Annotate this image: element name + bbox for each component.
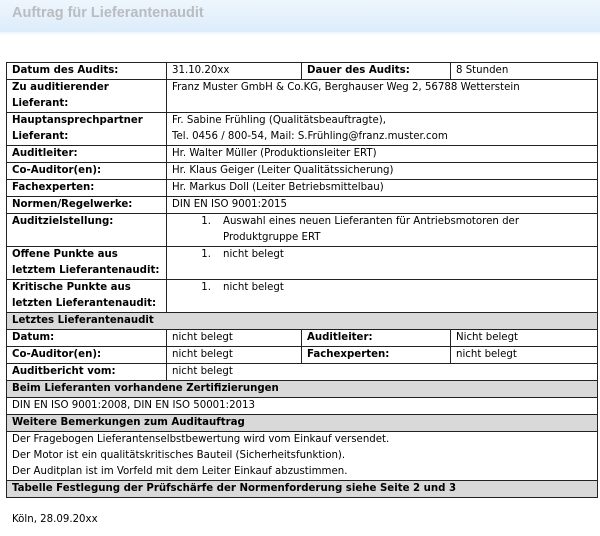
row-last-audit-coauditor (7, 347, 598, 364)
row-audit-date (7, 63, 598, 80)
row-objective (7, 214, 598, 247)
title-bar (0, 0, 600, 33)
remarks-value (7, 432, 598, 481)
open-points-item (172, 247, 592, 263)
norms-label: Normen/Regelwerke: (7, 197, 167, 214)
contact-value (167, 113, 598, 146)
window-title: Auftrag für Lieferantenaudit (12, 5, 204, 21)
norms-value: DIN EN ISO 9001:2015 (167, 197, 598, 214)
audit-date-value: 31.10.20xx (167, 63, 302, 80)
coauditor-label: Co-Auditor(en): (7, 163, 167, 180)
section-remarks (7, 415, 598, 432)
objective-item-text: Auswahl eines neuen Lieferanten für Antriebsmotoren der Produktgruppe ERT (223, 216, 520, 243)
contact-line-1: Fr. Sabine Frühling (Qualitätsbeauftragte), (172, 115, 386, 126)
audit-duration-value: 8 Stunden (451, 63, 598, 80)
objective-item-number: 1. (201, 216, 211, 227)
row-certifications (7, 398, 598, 415)
open-points-item-text: nicht belegt (223, 249, 284, 260)
objective-label: Auditzielstellung: (7, 214, 167, 247)
contact-line-2: Tel. 0456 / 800-54, Mail: S.Frühling@franz.muster.com (172, 131, 448, 142)
audit-duration-label: Dauer des Audits: (302, 63, 451, 80)
row-last-audit-report (7, 364, 598, 381)
certifications-value: DIN EN ISO 9001:2008, DIN EN ISO 50001:2013 (7, 398, 598, 415)
row-audit-lead (7, 146, 598, 163)
row-coauditor (7, 163, 598, 180)
critical-points-label: Kritische Punkte aus letzten Lieferantenaudit: (7, 280, 167, 313)
critical-points-item (172, 280, 592, 296)
row-open-points (7, 247, 598, 280)
audit-date-label: Datum des Audits: (7, 63, 167, 80)
last-audit-report-value: nicht belegt (167, 364, 598, 381)
supplier-label: Zu auditierender Lieferant: (7, 80, 167, 113)
row-critical-points (7, 280, 598, 313)
audit-lead-label: Auditleiter: (7, 146, 167, 163)
last-audit-section-title: Letztes Lieferantenaudit (7, 313, 598, 330)
inspection-severity-note: Tabelle Festlegung der Prüfschärfe der Normenforderung siehe Seite 2 und 3 (7, 481, 598, 498)
remarks-section-title: Weitere Bemerkungen zum Auditauftrag (7, 415, 598, 432)
last-audit-date-label: Datum: (7, 330, 167, 347)
place-and-date: Köln, 28.09.20xx (12, 514, 98, 525)
contact-label: Hauptansprechpartner Lieferant: (7, 113, 167, 146)
critical-points-item-text: nicht belegt (223, 282, 284, 293)
title-bar-shadow (0, 32, 600, 36)
open-points-value (167, 247, 598, 280)
row-experts (7, 180, 598, 197)
remark-line: Der Auditplan ist im Vorfeld mit dem Leiter Einkauf abzustimmen. (12, 466, 348, 477)
row-remarks (7, 432, 598, 481)
experts-label: Fachexperten: (7, 180, 167, 197)
last-audit-date-value: nicht belegt (167, 330, 302, 347)
row-contact (7, 113, 598, 146)
last-audit-lead-label: Auditleiter: (302, 330, 451, 347)
section-certifications (7, 381, 598, 398)
open-points-item-number: 1. (201, 249, 211, 260)
last-audit-experts-value: nicht belegt (451, 347, 598, 364)
experts-value: Hr. Markus Doll (Leiter Betriebsmittelbau) (167, 180, 598, 197)
open-points-label: Offene Punkte aus letztem Lieferantenaudit: (7, 247, 167, 280)
row-last-audit-date (7, 330, 598, 347)
remark-line: Der Fragebogen Lieferantenselbstbewertung wird vom Einkauf versendet. (12, 434, 390, 445)
critical-points-value (167, 280, 598, 313)
remark-line: Der Motor ist ein qualitätskritisches Bauteil (Sicherheitsfunktion). (12, 450, 346, 461)
last-audit-experts-label: Fachexperten: (302, 347, 451, 364)
objective-item (172, 214, 592, 246)
last-audit-coauditor-label: Co-Auditor(en): (7, 347, 167, 364)
last-audit-report-label: Auditbericht vom: (7, 364, 167, 381)
section-last-audit (7, 313, 598, 330)
section-inspection-severity (7, 481, 598, 498)
last-audit-lead-value: Nicht belegt (451, 330, 598, 347)
coauditor-value: Hr. Klaus Geiger (Leiter Qualitätssicherung) (167, 163, 598, 180)
certifications-section-title: Beim Lieferanten vorhandene Zertifizierungen (7, 381, 598, 398)
supplier-value: Franz Muster GmbH & Co.KG, Berghauser Weg 2, 56788 Wetterstein (167, 80, 598, 113)
row-supplier (7, 80, 598, 113)
audit-order-table (6, 62, 598, 498)
objective-value (167, 214, 598, 247)
row-norms (7, 197, 598, 214)
critical-points-item-number: 1. (201, 282, 211, 293)
audit-lead-value: Hr. Walter Müller (Produktionsleiter ERT) (167, 146, 598, 163)
last-audit-coauditor-value: nicht belegt (167, 347, 302, 364)
